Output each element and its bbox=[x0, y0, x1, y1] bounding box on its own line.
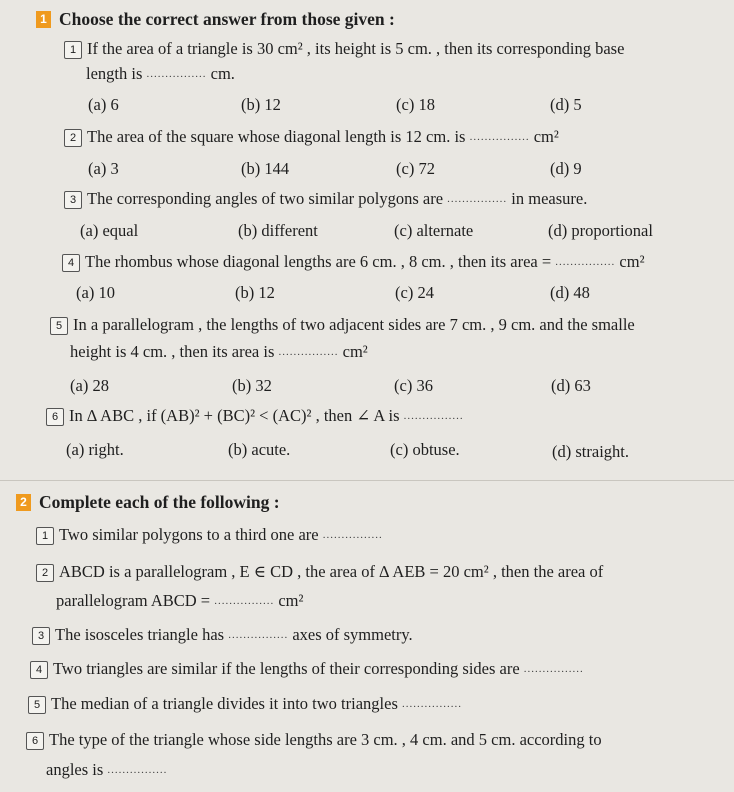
question-1-line-1 bbox=[64, 39, 624, 59]
item-text: Two similar polygons to a third one are bbox=[59, 525, 319, 544]
option-b[interactable]: (b) different bbox=[238, 221, 318, 240]
item-number: 1 bbox=[36, 527, 54, 545]
item-text: Two triangles are similar if the lengths of their corresponding sides are bbox=[53, 659, 520, 678]
question-text: If the area of a triangle is 30 cm² , its height is 5 cm. , then its corresponding base bbox=[87, 39, 625, 58]
answer-blank[interactable]: ................ bbox=[447, 193, 508, 205]
option-a[interactable]: (a) 10 bbox=[76, 283, 115, 302]
question-text: In ∆ ABC , if (AB)² + (BC)² < (AC)² , then ∠ A is bbox=[69, 406, 400, 425]
item-number: 6 bbox=[26, 732, 44, 750]
complete-item-4 bbox=[30, 659, 584, 679]
item-number: 4 bbox=[30, 661, 48, 679]
complete-item-1 bbox=[36, 525, 383, 545]
option-c[interactable]: (c) 18 bbox=[396, 95, 435, 114]
question-5-line-1 bbox=[50, 315, 635, 335]
complete-item-3 bbox=[32, 625, 413, 645]
item-unit: cm² bbox=[278, 591, 304, 610]
complete-item-5 bbox=[28, 694, 462, 714]
answer-blank[interactable]: ................ bbox=[403, 410, 464, 422]
item-text: ABCD is a parallelogram , E ∈ CD , the area of ∆ AEB = 20 cm² , then the area of bbox=[59, 562, 604, 581]
section-2-title: Complete each of the following : bbox=[39, 492, 280, 512]
answer-blank[interactable]: ................ bbox=[469, 131, 530, 143]
section-1-title: Choose the correct answer from those given : bbox=[59, 9, 395, 29]
option-c[interactable]: (c) 72 bbox=[396, 159, 435, 178]
question-number: 4 bbox=[62, 254, 80, 272]
option-b[interactable]: (b) 12 bbox=[241, 95, 281, 114]
question-2-line-1 bbox=[64, 127, 559, 147]
question-text: The area of the square whose diagonal length is 12 cm. is bbox=[87, 127, 466, 146]
answer-blank[interactable]: ................ bbox=[278, 346, 339, 358]
option-c[interactable]: (c) alternate bbox=[394, 221, 474, 240]
answer-blank[interactable]: ................ bbox=[214, 595, 275, 607]
question-text: The rhombus whose diagonal lengths are 6 cm. , 8 cm. , then its area = bbox=[85, 252, 552, 271]
complete-item-6-line-1 bbox=[26, 730, 602, 750]
option-a[interactable]: (a) equal bbox=[80, 221, 139, 240]
option-c[interactable]: (c) obtuse. bbox=[390, 440, 460, 459]
item-text: parallelogram ABCD = bbox=[56, 591, 211, 610]
question-text: in measure. bbox=[511, 189, 588, 208]
question-number: 1 bbox=[64, 41, 82, 59]
item-text: axes of symmetry. bbox=[292, 625, 413, 644]
option-a[interactable]: (a) 3 bbox=[88, 159, 119, 178]
item-number: 2 bbox=[36, 564, 54, 582]
section-2-number: 2 bbox=[16, 494, 31, 511]
option-d[interactable]: (d) 5 bbox=[550, 95, 582, 114]
option-b[interactable]: (b) 32 bbox=[232, 376, 272, 395]
option-d[interactable]: (d) proportional bbox=[548, 221, 653, 240]
option-c[interactable]: (c) 36 bbox=[394, 376, 433, 395]
answer-blank[interactable]: ................ bbox=[146, 68, 207, 80]
complete-item-6-line-2 bbox=[46, 760, 167, 780]
complete-item-2-line-1 bbox=[36, 562, 603, 582]
question-number: 6 bbox=[46, 408, 64, 426]
section-1-header bbox=[36, 9, 395, 30]
question-unit: cm² bbox=[342, 342, 368, 361]
item-text: The type of the triangle whose side lengths are 3 cm. , 4 cm. and 5 cm. according to bbox=[49, 730, 602, 749]
item-number: 3 bbox=[32, 627, 50, 645]
answer-blank[interactable]: ................ bbox=[523, 663, 584, 675]
answer-blank[interactable]: ................ bbox=[322, 529, 383, 541]
option-a[interactable]: (a) 6 bbox=[88, 95, 119, 114]
question-4-line-1 bbox=[62, 252, 645, 272]
question-number: 3 bbox=[64, 191, 82, 209]
question-text: In a parallelogram , the lengths of two adjacent sides are 7 cm. , 9 cm. and the smalle bbox=[73, 315, 635, 334]
option-d[interactable]: (d) 48 bbox=[550, 283, 590, 302]
question-5-line-2 bbox=[70, 342, 368, 362]
complete-item-2-line-2 bbox=[56, 591, 303, 611]
question-unit: cm. bbox=[210, 64, 235, 83]
answer-blank[interactable]: ................ bbox=[555, 256, 616, 268]
option-a[interactable]: (a) right. bbox=[66, 440, 124, 459]
question-number: 5 bbox=[50, 317, 68, 335]
question-unit: cm² bbox=[533, 127, 559, 146]
question-text: length is bbox=[86, 64, 143, 83]
option-b[interactable]: (b) 12 bbox=[235, 283, 275, 302]
question-1-line-2 bbox=[86, 64, 235, 84]
answer-blank[interactable]: ................ bbox=[402, 698, 462, 710]
question-unit: cm² bbox=[619, 252, 645, 271]
item-text: The isosceles triangle has bbox=[55, 625, 225, 644]
item-text: The median of a triangle divides it into two triangles bbox=[51, 694, 398, 713]
section-divider bbox=[0, 480, 734, 481]
question-text: The corresponding angles of two similar polygons are bbox=[87, 189, 444, 208]
question-3-line-1 bbox=[64, 189, 587, 209]
section-2-header bbox=[16, 492, 280, 513]
option-c[interactable]: (c) 24 bbox=[395, 283, 434, 302]
question-text: height is 4 cm. , then its area is bbox=[70, 342, 275, 361]
option-b[interactable]: (b) 144 bbox=[241, 159, 290, 178]
option-b[interactable]: (b) acute. bbox=[228, 440, 291, 459]
option-a[interactable]: (a) 28 bbox=[70, 376, 109, 395]
item-number: 5 bbox=[28, 696, 46, 714]
question-6-line-1 bbox=[46, 406, 464, 426]
option-d[interactable]: (d) straight. bbox=[552, 442, 629, 461]
option-d[interactable]: (d) 9 bbox=[550, 159, 582, 178]
option-d[interactable]: (d) 63 bbox=[551, 376, 591, 395]
answer-blank[interactable]: ................ bbox=[107, 764, 168, 776]
question-number: 2 bbox=[64, 129, 82, 147]
item-text: angles is bbox=[46, 760, 104, 779]
section-1-number: 1 bbox=[36, 11, 51, 28]
answer-blank[interactable]: ................ bbox=[228, 629, 289, 641]
